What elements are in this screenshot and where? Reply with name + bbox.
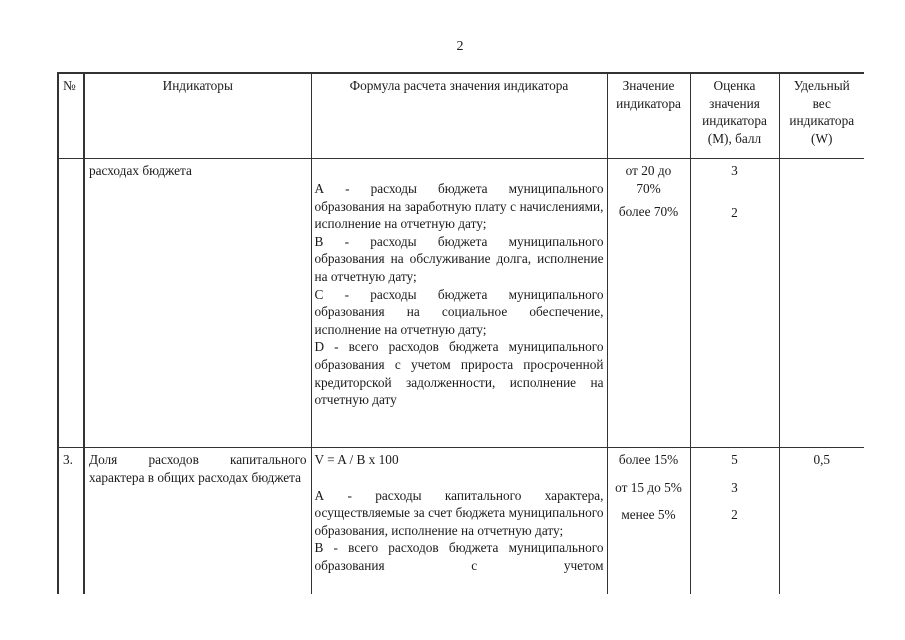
row-scores — [690, 159, 779, 448]
header-value-line: индикатора — [616, 95, 681, 111]
row-formula — [311, 159, 607, 448]
row-num: 3. — [58, 448, 84, 595]
value-range: от 15 до 5% — [615, 479, 682, 495]
value-range: более 70% — [618, 204, 679, 220]
header-value-line: Значение — [622, 78, 675, 93]
score-value: 2 — [731, 507, 738, 523]
score-value: 5 — [731, 452, 738, 467]
formula-part: D - всего расходов бюджета муниципального образования с учетом прироста просроченной кредиторской задолженности, исполнение на отчетную дату — [314, 339, 604, 408]
row-values — [607, 159, 690, 448]
formula-part: В - всего расходов бюджета муниципального образования с учетом — [314, 540, 604, 573]
table-row — [58, 448, 864, 595]
score-value: 2 — [731, 204, 738, 220]
value-range: менее 5% — [621, 507, 676, 523]
formula-lead: V = A / B x 100 — [314, 452, 399, 467]
row-indicator: расходах бюджета — [84, 159, 311, 448]
header-weight — [779, 73, 864, 159]
header-weight-line: индикатора — [789, 113, 855, 128]
score-value: 3 — [731, 479, 738, 495]
row-num — [58, 159, 84, 448]
header-weight-line: Удельный — [793, 78, 850, 93]
row-scores — [690, 448, 779, 595]
score-value: 3 — [731, 163, 738, 178]
indicators-table — [57, 72, 864, 594]
table-header-row — [58, 73, 864, 159]
header-score — [690, 73, 779, 159]
row-formula — [311, 448, 607, 595]
header-score-line: значения — [709, 95, 760, 111]
formula-part: В - расходы бюджета муниципального образования на обслуживание долга, исполнение на отчетную дату; — [314, 233, 604, 284]
row-indicator — [84, 448, 311, 595]
formula-part: А - расходы бюджета муниципального образования на заработную плату с начислениями, исполнение на отчетную дату; — [314, 181, 604, 232]
formula-part: С - расходы бюджета муниципального образования на социальное обеспечение, исполнение на отчетную дату; — [314, 286, 604, 337]
value-range: более 15% — [618, 452, 679, 467]
page-number: 2 — [456, 39, 464, 54]
header-score-line: Оценка — [713, 78, 756, 93]
header-value — [607, 73, 690, 159]
header-weight-line: вес — [812, 95, 831, 111]
indicators-table-container — [57, 72, 864, 594]
row-weight: 0,5 — [779, 448, 864, 595]
row-weight — [779, 159, 864, 448]
formula-spacer — [315, 469, 604, 487]
header-score-line: индикатора — [702, 113, 767, 128]
header-num: № — [58, 73, 84, 159]
header-score-line: (M), балл — [707, 130, 762, 146]
table-row — [58, 159, 864, 448]
value-range: от 20 до 70% — [625, 163, 672, 196]
header-weight-line: (W) — [811, 130, 833, 146]
row-values — [607, 448, 690, 595]
indicator-text: Доля расходов капитального характера в общих расходах бюджета — [89, 452, 307, 485]
header-indicators: Индикаторы — [84, 73, 311, 159]
formula-spacer — [315, 162, 604, 180]
header-formula: Формула расчета значения индикатора — [311, 73, 607, 159]
formula-part: А - расходы капитального характера, осуществляемые за счет бюджета муниципального образования, исполнение на отчетную дату; — [314, 487, 604, 538]
